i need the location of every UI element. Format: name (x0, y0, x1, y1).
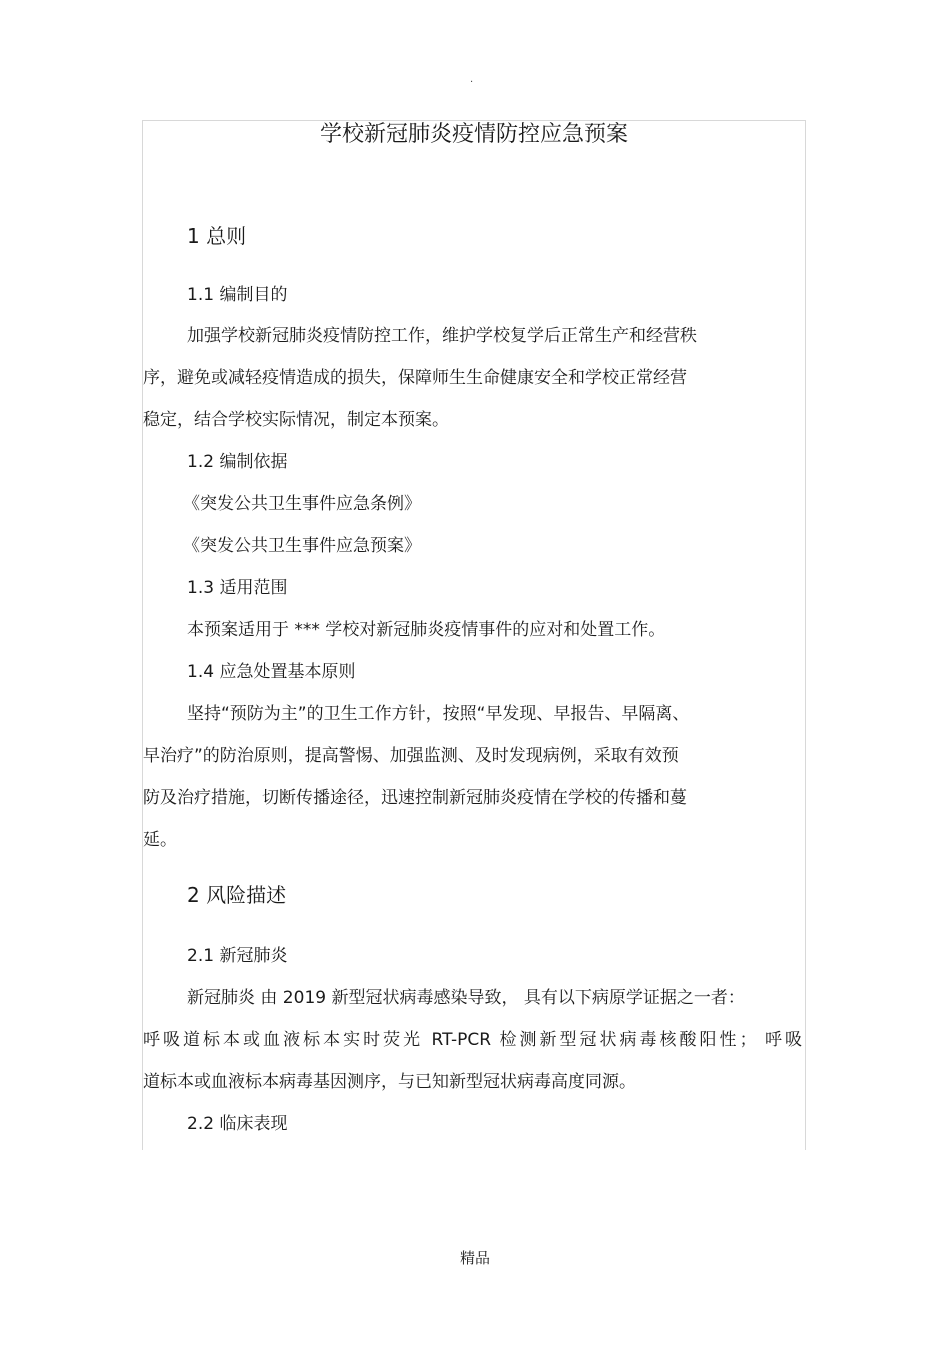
subsection-heading-1-4: 1.4 应急处置基本原则 (187, 662, 356, 682)
header-dot: . (470, 74, 474, 85)
subsection-heading-1-3: 1.3 适用范围 (187, 578, 288, 598)
paragraph-line: 序，避免或减轻疫情造成的损失，保障师生生命健康安全和学校正常经营 (143, 368, 687, 388)
document-title: 学校新冠肺炎疫情防控应急预案 (319, 122, 628, 147)
section-heading-2: 2 风险描述 (187, 883, 287, 907)
subsection-heading-2-1: 2.1 新冠肺炎 (187, 946, 288, 966)
section-heading-1: 1 总则 (187, 224, 247, 248)
paragraph-line: 新冠肺炎 由 2019 新型冠状病毒感染导致， 具有以下病原学证据之一者： (187, 988, 745, 1008)
paragraph-line: 坚持“预防为主”的卫生工作方针，按照“早发现、早报告、早隔离、 (187, 704, 690, 724)
paragraph-line: 呼吸道标本或血液标本实时荧光 RT-PCR 检测新型冠状病毒核酸阳性； 呼吸 (143, 1030, 802, 1050)
reference-item: 《突发公共卫生事件应急预案》 (183, 536, 421, 556)
paragraph-line: 早治疗”的防治原则，提高警惕、加强监测、及时发现病例，采取有效预 (143, 746, 679, 766)
paragraph-line: 加强学校新冠肺炎疫情防控工作，维护学校复学后正常生产和经营秩 (187, 326, 697, 346)
reference-item: 《突发公共卫生事件应急条例》 (183, 494, 421, 514)
subsection-heading-1-1: 1.1 编制目的 (187, 285, 288, 305)
subsection-heading-2-2: 2.2 临床表现 (187, 1114, 288, 1134)
paragraph-line: 道标本或血液标本病毒基因测序，与已知新型冠状病毒高度同源。 (143, 1072, 636, 1092)
paragraph-line: 延。 (143, 830, 177, 850)
paragraph-line: 防及治疗措施，切断传播途径，迅速控制新冠肺炎疫情在学校的传播和蔓 (143, 788, 687, 808)
paragraph-line: 稳定，结合学校实际情况，制定本预案。 (143, 410, 449, 430)
paragraph-line: 本预案适用于 *** 学校对新冠肺炎疫情事件的应对和处置工作。 (187, 620, 666, 640)
subsection-heading-1-2: 1.2 编制依据 (187, 452, 288, 472)
footer-label: 精品 (459, 1249, 490, 1267)
